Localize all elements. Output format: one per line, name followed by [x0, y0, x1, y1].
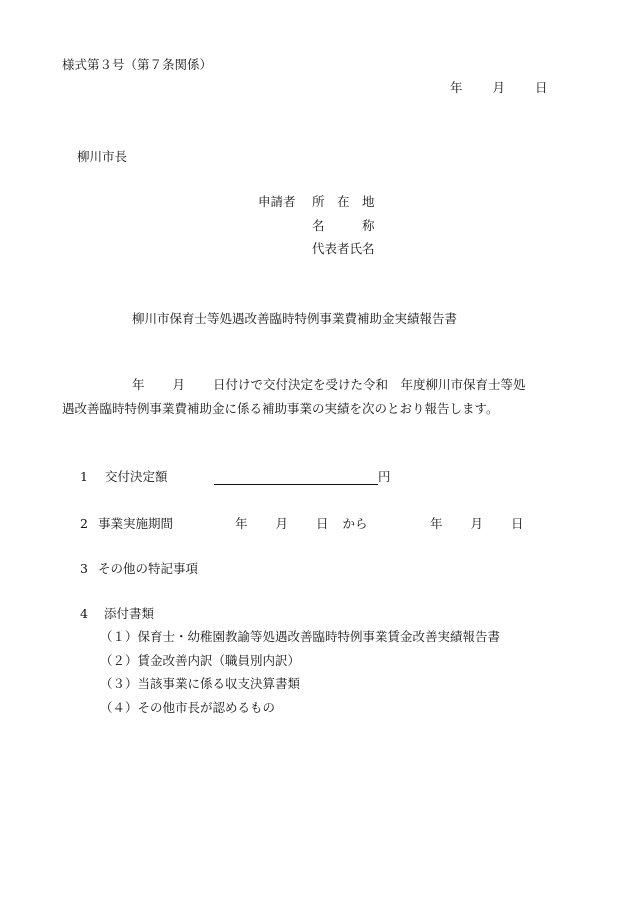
item-2-number: 2	[80, 516, 88, 531]
period-end	[430, 516, 524, 532]
attachment-item-4: （４）その他市長が認めるもの	[100, 700, 276, 715]
period-from-label: から	[342, 516, 368, 531]
end-day-label: 日	[511, 516, 524, 531]
attachment-item-3: （３）当該事業に係る収支決算書類	[100, 676, 301, 691]
end-year-label: 年	[430, 516, 443, 531]
start-day-label: 日	[316, 516, 329, 531]
item-3-label: その他の特記事項	[98, 561, 199, 576]
addressee: 柳川市長	[77, 149, 128, 164]
representative-label: 代表者氏名	[312, 241, 375, 256]
applicant-label: 申請者	[258, 194, 296, 209]
grant-amount-line	[214, 470, 378, 485]
date-year-label: 年	[450, 80, 463, 95]
attachment-item-1: （１）保育士・幼稚園教諭等処遇改善臨時特例事業賃金改善実績報告書	[100, 629, 501, 644]
start-year-label: 年	[235, 516, 248, 531]
report-date	[450, 80, 548, 96]
date-month-label: 月	[492, 80, 506, 95]
body-line-1	[132, 377, 526, 393]
grant-amount-field	[214, 469, 391, 485]
start-month-label: 月	[275, 516, 289, 531]
document-title: 柳川市保育士等処遇改善臨時特例事業費補助金実績報告書	[132, 311, 458, 326]
body-month-label: 月	[172, 377, 186, 392]
address-label: 所 在 地	[312, 194, 375, 209]
item-4-number: 4	[80, 606, 88, 621]
date-day-label: 日	[535, 80, 548, 95]
attachment-item-2: （２）賃金改善内訳（職員別内訳）	[100, 653, 301, 668]
item-1-number: 1	[80, 469, 88, 484]
body-line-1-text: 日付けで交付決定を受けた令和 年度柳川市保育士等処	[213, 377, 526, 392]
form-number: 様式第３号（第７条関係）	[62, 57, 213, 72]
item-4-label: 添付書類	[104, 606, 155, 621]
body-year-label: 年	[132, 377, 145, 392]
item-3-number: 3	[80, 561, 88, 576]
name-label: 名 称	[312, 218, 375, 233]
item-1-label: 交付決定額	[105, 469, 168, 484]
end-month-label: 月	[470, 516, 484, 531]
body-line-2: 遇改善臨時特例事業費補助金に係る補助事業の実績を次のとおり報告します。	[62, 401, 499, 416]
item-2-label: 事業実施期間	[98, 516, 174, 531]
period-start	[235, 516, 368, 532]
grant-amount-unit: 円	[378, 469, 391, 484]
